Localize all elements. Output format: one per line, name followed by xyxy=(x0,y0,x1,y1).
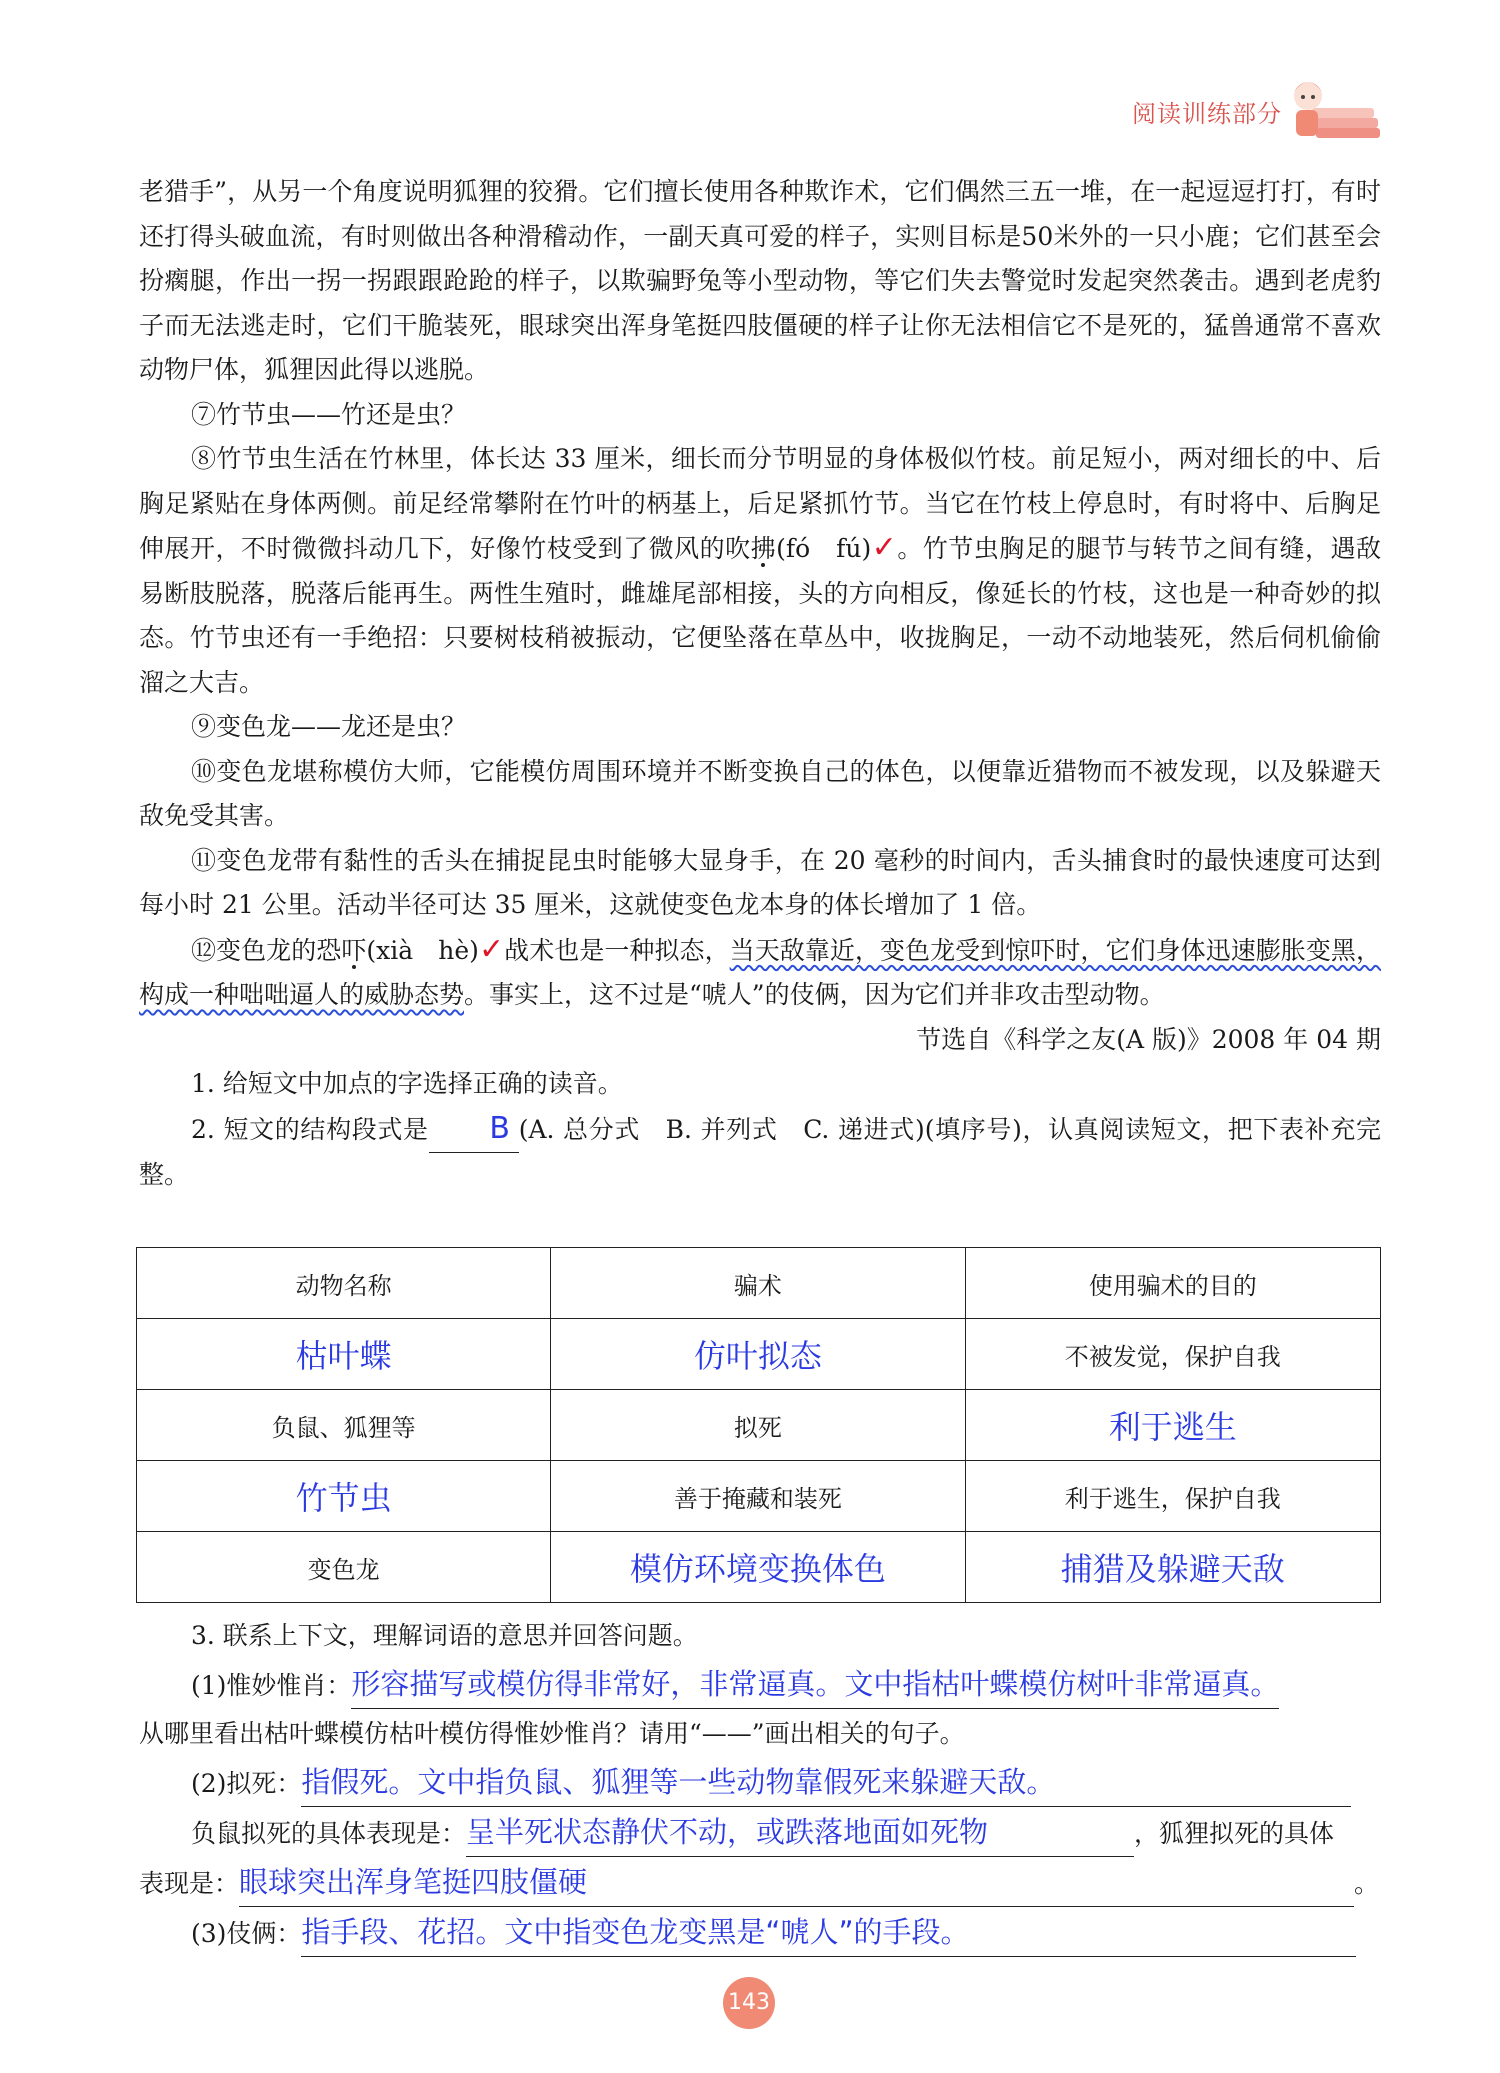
check-mark-icon: ✓ xyxy=(871,530,898,565)
heading-stick-insect: ⑦竹节虫——竹还是虫？ xyxy=(191,399,467,429)
paragraph-stick-insect: ⑧竹节虫生活在竹林里，体长达 33 厘米，细长而分节明显的身体极似竹枝。前足短小，两对细长的中、后胸足紧贴在身体两侧。前足经常攀附在竹叶的柄基上，后足紧抓竹节。当它在竹枝上停息时，有时将中、后胸足伸展开，不时微微抖动几下，好像竹枝受到了微风的吹拂(fó fú)✓。竹节虫胸足的腿节与转节之间有缝，遇敌易断肢脱落，脱落后能再生。两性生殖时，雌雄尾部相接，头的方向相反，像延长的竹枝，这也是一种奇妙的拟态。竹节虫还有一手绝招：只要树枝稍被振动，它便坠落在草丛中，收拢胸足，一动不动地装死，然后伺机偷偷溜之大吉。 xyxy=(139,444,1381,697)
table-cell: 变色龙 xyxy=(137,1532,551,1603)
handwritten-answer: 形容描写或模仿得非常好，非常逼真。文中指枯叶蝶模仿树叶非常逼真。 xyxy=(351,1660,1279,1709)
pinyin-options: (fó fú) xyxy=(776,534,872,563)
paragraph-chameleon-2: ⑪变色龙带有黏性的舌头在捕捉昆虫时能够大显身手，在 20 毫秒的时间内，舌头捕食时的最快速度可达到每小时 21 公里。活动半径可达 35 厘米，这就使变色龙本身的体长增加了 1 倍。 xyxy=(139,845,1381,919)
table-cell: 捕猎及躲避天敌 xyxy=(965,1532,1381,1603)
table-header-row xyxy=(137,1248,1381,1319)
table-cell: 模仿环境变换体色 xyxy=(551,1532,965,1603)
table-cell: 竹节虫 xyxy=(137,1461,551,1532)
page-header xyxy=(1122,88,1382,148)
question-1: 1. 给短文中加点的字选择正确的读音。 xyxy=(191,1069,623,1098)
table-cell: 负鼠、狐狸等 xyxy=(137,1390,551,1461)
dotted-char: 吓 xyxy=(341,935,367,965)
table-cell: 仿叶拟态 xyxy=(551,1319,965,1390)
reading-passage xyxy=(139,170,1381,1198)
table-row xyxy=(137,1390,1381,1461)
answer-blank xyxy=(429,1107,519,1154)
table-header-cell: 动物名称 xyxy=(137,1248,551,1319)
table-cell: 枯叶蝶 xyxy=(137,1319,551,1390)
question-3-1-follow: 从哪里看出枯叶蝶模仿枯叶模仿得惟妙惟肖？请用“——”画出相关的句子。 xyxy=(139,1719,965,1748)
table-header-cell: 使用骗术的目的 xyxy=(965,1248,1381,1319)
question-3-2-b: 表现是：眼球突出浑身笔挺四肢僵硬 。 xyxy=(139,1858,1419,1908)
handwritten-answer: 眼球突出浑身笔挺四肢僵硬 xyxy=(239,1858,1354,1907)
table-header-cell: 骗术 xyxy=(551,1248,965,1319)
handwritten-answer: 呈半死状态静伏不动，或跌落地面如死物 xyxy=(466,1808,1134,1857)
section-title: 阅读训练部分 xyxy=(1132,100,1282,128)
heading-chameleon: ⑨变色龙——龙还是虫？ xyxy=(191,712,467,741)
table-row xyxy=(137,1461,1381,1532)
handwritten-answer: 指假死。文中指负鼠、狐狸等一些动物靠假死来躲避天敌。 xyxy=(301,1758,1351,1807)
table-row xyxy=(137,1532,1381,1603)
dotted-char: 拂 xyxy=(750,534,777,563)
table-cell: 利于逃生，保护自我 xyxy=(965,1461,1381,1532)
answer-table xyxy=(136,1247,1381,1603)
table-cell: 拟死 xyxy=(551,1390,965,1461)
table-cell: 利于逃生 xyxy=(965,1390,1381,1461)
paragraph-chameleon-3: ⑫变色龙的恐吓(xià hè)✓战术也是一种拟态，当天敌靠近，变色龙受到惊吓时，它们身体迅速膨胀变黑，构成一种咄咄逼人的威胁态势。事实上，这不过是“唬人”的伎俩，因为它们并非攻击型动物。 xyxy=(139,931,1381,1009)
pinyin-options: (xià hè) xyxy=(366,935,479,965)
paragraph-fox: 老猎手”，从另一个角度说明狐狸的狡猾。它们擅长使用各种欺诈术，它们偶然三五一堆，在一起逗逗打打，有时还打得头破血流，有时则做出各种滑稽动作，一副天真可爱的样子，实则目标是50米外的一只小鹿；它们甚至会扮瘸腿，作出一拐一拐跟跟跄跄的样子，以欺骗野兔等小型动物，等它们失去警觉时发起突然袭击。遇到老虎豹子而无法逃走时，它们干脆装死，眼球突出浑身笔挺四肢僵硬的样子让你无法相信它不是死的，猛兽通常不喜欢动物尸体，狐狸因此得以逃脱。 xyxy=(139,177,1381,384)
handwritten-answer: B xyxy=(489,1110,510,1146)
question-3-3: (3)伎俩：指手段、花招。文中指变色龙变黑是“唬人”的手段。 xyxy=(139,1908,1419,1958)
source-citation: 节选自《科学之友(A 版)》2008 年 04 期 xyxy=(916,1024,1381,1054)
paragraph-chameleon-1: ⑩变色龙堪称模仿大师，它能模仿周围环境并不断变换自己的体色，以便靠近猎物而不被发现，以及躲避天敌免受其害。 xyxy=(139,756,1381,830)
question-3 xyxy=(139,1612,1419,1958)
question-3-2: (2)拟死：指假死。文中指负鼠、狐狸等一些动物靠假死来躲避天敌。 xyxy=(139,1758,1419,1808)
page-number-badge: 143 xyxy=(723,1977,775,2029)
question-3-1: (1)惟妙惟肖：形容描写或模仿得非常好，非常逼真。文中指枯叶蝶模仿树叶非常逼真。 xyxy=(139,1660,1419,1710)
question-3-2-a: 负鼠拟死的具体表现是：呈半死状态静伏不动，或跌落地面如死物 ，狐狸拟死的具体 xyxy=(139,1808,1419,1858)
check-mark-icon: ✓ xyxy=(478,931,505,967)
table-row xyxy=(137,1319,1381,1390)
question-2: 2. 短文的结构段式是 B (A. 总分式 B. 并列式 C. 递进式)(填序号)，认真阅读短文，把下表补充完整。 xyxy=(139,1107,1381,1198)
wavy-underlined-sentence: 当天敌靠近，变色龙受到惊吓时，它们身体迅速膨胀变黑，构成一种咄咄逼人的威胁态势 xyxy=(139,935,1381,1009)
question-3-prompt: 3. 联系上下文，理解词语的意思并回答问题。 xyxy=(191,1621,698,1650)
table-cell: 善于掩藏和装死 xyxy=(551,1461,965,1532)
handwritten-answer: 指手段、花招。文中指变色龙变黑是“唬人”的手段。 xyxy=(301,1908,1356,1957)
girl-reading-books-icon xyxy=(1286,70,1382,144)
table-cell: 不被发觉，保护自我 xyxy=(965,1319,1381,1390)
